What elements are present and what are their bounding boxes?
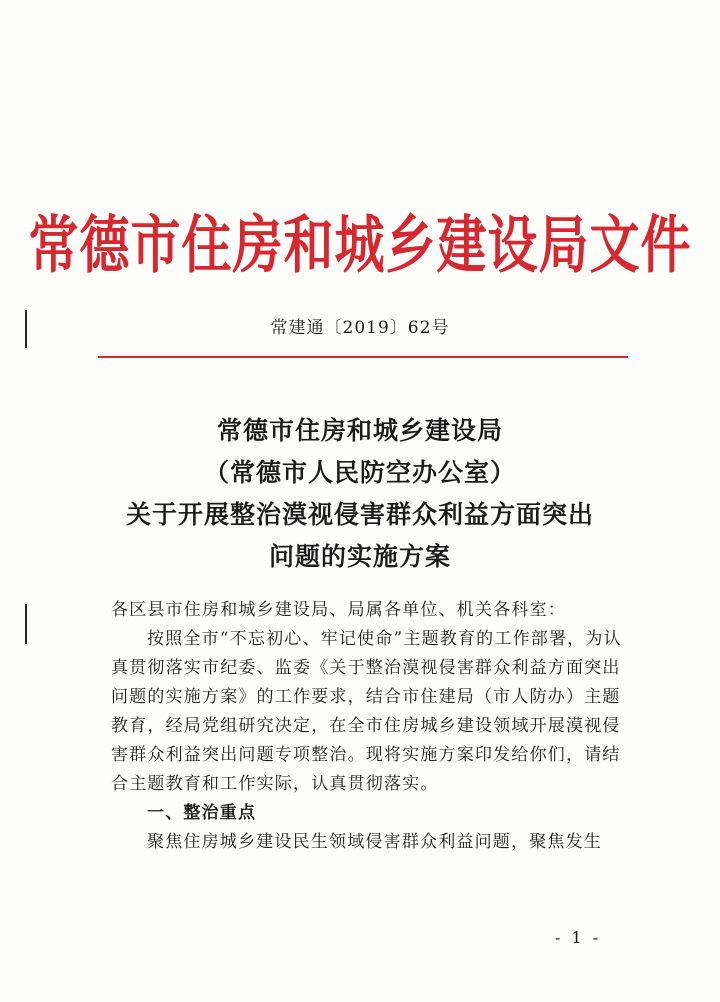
document-body <box>111 596 631 857</box>
page-number: - 1 - <box>555 928 602 947</box>
salutation: 各区县市住房和城乡建设局、局属各单位、机关各科室： <box>111 600 566 620</box>
binding-mark-bottom <box>25 604 27 644</box>
issuer-title: 常德市住房和城乡建设局文件 <box>28 208 692 282</box>
title-line-1: 常德市住房和城乡建设局 <box>216 416 503 445</box>
paragraph-intro: 按照全市“不忘初心、牢记使命”主题教育的工作部署，为认真贯彻落实市纪委、监委《关于整治漠视侵害群众利益方面突出问题的实施方案》的工作要求，结合市住建局（市人防办）主题教育，经局党组研究决定，在全市住房城乡建设领域开展漠视侵害群众利益突出问题专项整治。现将实施方案印发给你们，请结合主题教育和工作实际，认真贯彻落实。 <box>111 629 622 794</box>
section-heading-1: 一、整治重点 <box>147 803 257 823</box>
document-number: 常建通〔2019〕62号 <box>270 318 450 338</box>
title-line-3: 关于开展整治漠视侵害群众利益方面突出 <box>125 500 594 529</box>
red-divider <box>98 356 628 358</box>
title-line-4: 问题的实施方案 <box>268 542 451 571</box>
document-title <box>0 410 720 578</box>
title-line-2: （常德市人民防空办公室） <box>203 458 516 487</box>
binding-mark-top <box>25 310 27 348</box>
paragraph-section-1: 聚焦住房城乡建设民生领域侵害群众利益问题，聚焦发生 <box>147 832 602 852</box>
